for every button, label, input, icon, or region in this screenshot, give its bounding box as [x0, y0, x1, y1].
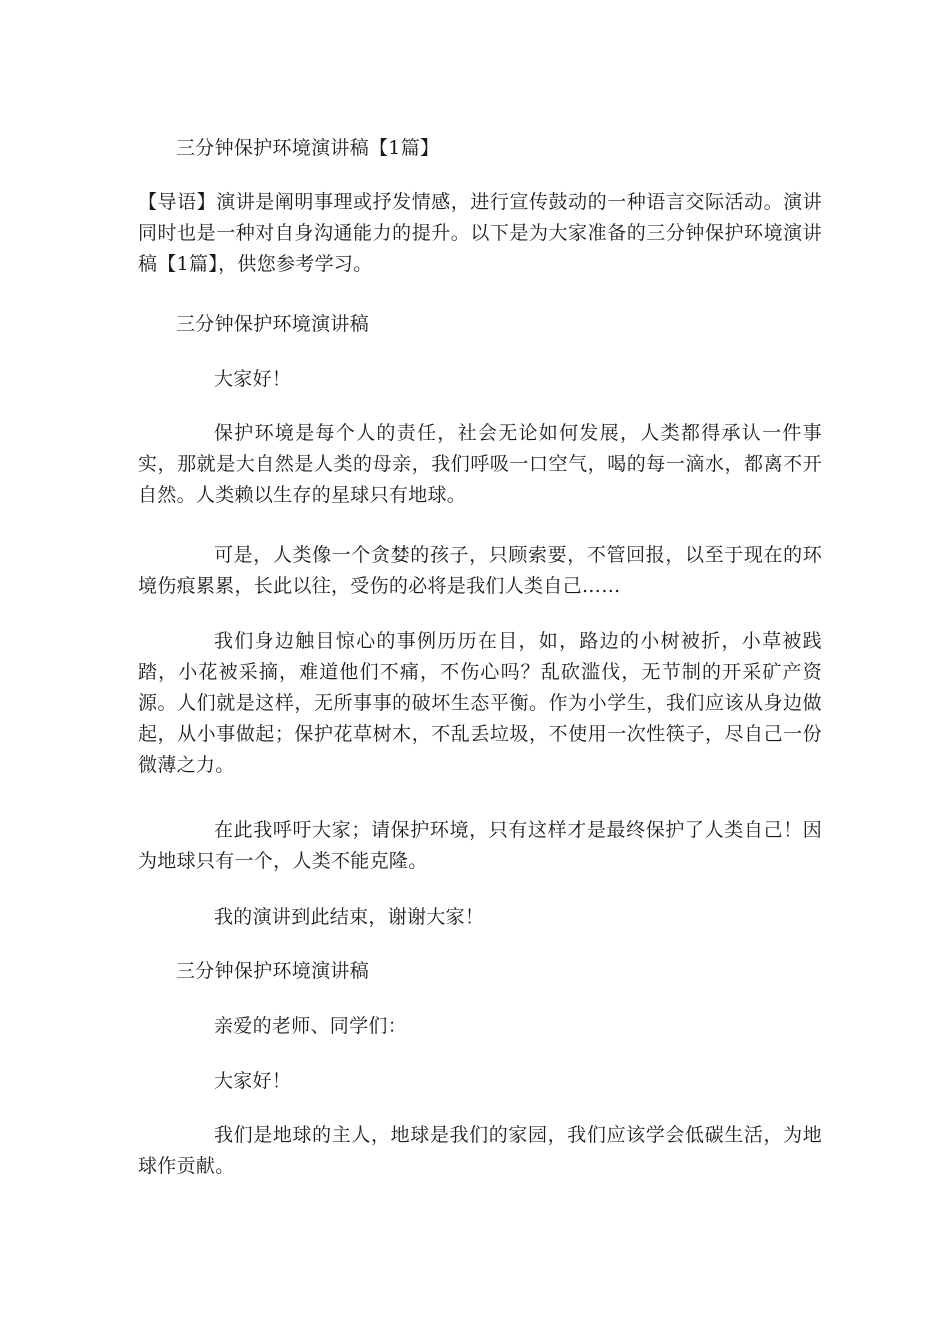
- speech2-salutation: 亲爱的老师、同学们：: [214, 1015, 408, 1037]
- speech1-paragraph-4: 在此我呼吁大家；请保护环境，只有这样才是最终保护了人类自己！因为地球只有一个，人类不能克隆。: [138, 819, 822, 872]
- intro-paragraph: 【导语】演讲是阐明事理或抒发情感，进行宣传鼓动的一种语言交际活动。演讲同时也是一种对自身沟通能力的提升。以下是为大家准备的三分钟保护环境演讲稿【1篇】，供您参考学习。: [138, 191, 822, 275]
- speech1-paragraph-1: 保护环境是每个人的责任，社会无论如何发展，人类都得承认一件事实，那就是大自然是人类的母亲，我们呼吸一口空气，喝的每一滴水，都离不开自然。人类赖以生存的星球只有地球。: [138, 422, 822, 506]
- speech1-paragraph-2: 可是，人类像一个贪婪的孩子，只顾索要，不管回报，以至于现在的环境伤痕累累，长此以往，受伤的必将是我们人类自己……: [138, 544, 822, 597]
- speech1-closing: 我的演讲到此结束，谢谢大家！: [214, 906, 485, 928]
- speech2-paragraph-1: 我们是地球的主人，地球是我们的家园，我们应该学会低碳生活，为地球作贡献。: [138, 1124, 822, 1177]
- speech1-heading: 三分钟保护环境演讲稿: [176, 313, 370, 335]
- speech2-heading: 三分钟保护环境演讲稿: [176, 960, 370, 982]
- speech1-paragraph-3: 我们身边触目惊心的事例历历在目，如，路边的小树被折，小草被践踏，小花被采摘，难道他们不痛，不伤心吗？乱砍滥伐，无节制的开采矿产资源。人们就是这样，无所事事的破坏生态平衡。作为小学生，我们应该从身边做起，从小事做起；保护花草树木，不乱丢垃圾，不使用一次性筷子，尽自己一份微薄之力。: [138, 630, 822, 776]
- speech1-greeting: 大家好！: [214, 368, 292, 390]
- speech2-greeting: 大家好！: [214, 1070, 292, 1092]
- document-title: 三分钟保护环境演讲稿【1篇】: [176, 137, 440, 159]
